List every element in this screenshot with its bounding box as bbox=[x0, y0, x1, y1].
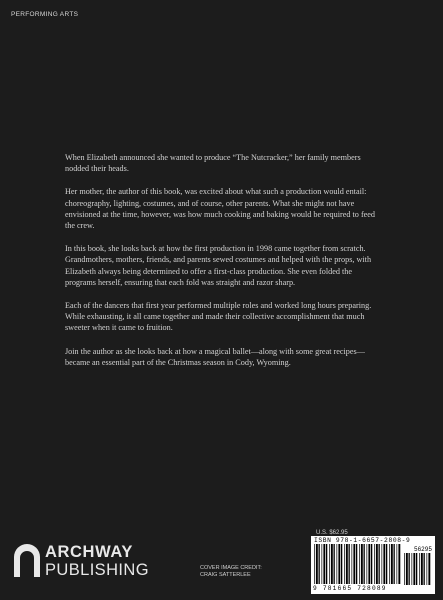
barcode-bar bbox=[371, 544, 372, 584]
blurb-paragraph: Her mother, the author of this book, was excited about what such a production would entail: choreography, lighting, costumes, and of course, other parents. What she might not have envisioned at the time, however, was how much cooking and baking would be required to feed the crew. bbox=[65, 187, 376, 231]
barcode-bar bbox=[382, 544, 383, 584]
barcode-bar bbox=[331, 544, 333, 584]
isbn-barcode bbox=[311, 536, 435, 594]
barcode-bar bbox=[359, 544, 360, 584]
barcode-bar bbox=[419, 553, 420, 585]
barcode-bar bbox=[428, 553, 430, 585]
barcode-bar bbox=[314, 544, 315, 584]
barcode-bar bbox=[338, 544, 340, 584]
barcode-bar bbox=[322, 544, 323, 584]
barcode-bar bbox=[397, 544, 398, 584]
credit-label: COVER IMAGE CREDIT: bbox=[200, 565, 262, 571]
barcode-bar bbox=[368, 544, 370, 584]
addon-barcode-bars bbox=[404, 553, 432, 585]
barcode-bar bbox=[361, 544, 363, 584]
barcode-bar bbox=[383, 544, 385, 584]
barcode-bar bbox=[379, 544, 380, 584]
barcode-bar bbox=[356, 544, 357, 584]
ean-barcode-bars bbox=[314, 544, 402, 584]
blurb-paragraph: In this book, she looks back at how the first production in 1998 came together from scratch. Grandmothers, mothers, friends, and parents sewed costumes and helped with the props, with Elizabeth always being determined to offer a first-class production. She even folded the programs herself, ensuring that each fold was straight and razor sharp. bbox=[65, 244, 372, 287]
barcode-bar bbox=[319, 544, 320, 584]
barcode-bar bbox=[404, 553, 405, 585]
barcode-bar bbox=[389, 544, 390, 584]
category-label: PERFORMING ARTS bbox=[11, 11, 79, 18]
publisher-logo bbox=[12, 543, 162, 583]
barcode-bar bbox=[364, 544, 365, 584]
barcode-bar bbox=[341, 544, 342, 584]
blurb-paragraph: Each of the dancers that first year performed multiple roles and worked long hours preparing. While exhausting, it all came together and made their collective accomplishment that much sweeter when it came to fruition. bbox=[65, 301, 372, 333]
barcode-bar bbox=[323, 544, 325, 584]
credit-name: CRAIG SATTERLEE bbox=[200, 572, 251, 578]
barcode-bar bbox=[424, 553, 425, 585]
barcode-bar bbox=[352, 544, 353, 584]
barcode-bar bbox=[421, 553, 423, 585]
price-code-text: 56295 bbox=[413, 546, 432, 553]
barcode-bar bbox=[406, 553, 408, 585]
barcode-bar bbox=[374, 544, 375, 584]
barcode-bar bbox=[337, 544, 338, 584]
barcode-bar bbox=[409, 553, 410, 585]
barcode-bar bbox=[329, 544, 330, 584]
barcode-bar bbox=[394, 544, 395, 584]
barcode-bar bbox=[427, 553, 428, 585]
price-label: U.S. $62.95 bbox=[316, 530, 348, 536]
barcode-bar bbox=[353, 544, 355, 584]
isbn-text: ISBN 978-1-6657-2808-9 bbox=[314, 537, 411, 544]
blurb-paragraph: Join the author as she looks back at how a magical ballet—along with some great recipes—became an essential part of the Christmas season in Cody, Wyoming. bbox=[65, 346, 365, 367]
barcode-bar bbox=[412, 553, 413, 585]
barcode-bar bbox=[346, 544, 348, 584]
barcode-bar bbox=[416, 553, 417, 585]
archway-logo-icon bbox=[12, 543, 42, 579]
barcode-bar bbox=[326, 544, 327, 584]
barcode-bar bbox=[386, 544, 387, 584]
barcode-bar bbox=[367, 544, 368, 584]
barcode-bar bbox=[316, 544, 318, 584]
cover-image-credit bbox=[200, 565, 310, 579]
publisher-name-line1: ARCHWAY bbox=[45, 543, 133, 561]
barcode-bar bbox=[398, 544, 400, 584]
publisher-name-line2: PUBLISHING bbox=[45, 561, 149, 579]
barcode-bar bbox=[344, 544, 345, 584]
barcode-bar bbox=[413, 553, 415, 585]
barcode-bar bbox=[334, 544, 335, 584]
barcode-bar bbox=[391, 544, 393, 584]
barcode-bar bbox=[376, 544, 378, 584]
blurb-paragraph: When Elizabeth announced she wanted to produce “The Nutcracker,” her family members nodded their heads. bbox=[65, 153, 361, 174]
barcode-bar bbox=[349, 544, 350, 584]
back-cover-blurb bbox=[65, 152, 383, 380]
ean-digits: 9 781665 728089 bbox=[313, 585, 387, 592]
